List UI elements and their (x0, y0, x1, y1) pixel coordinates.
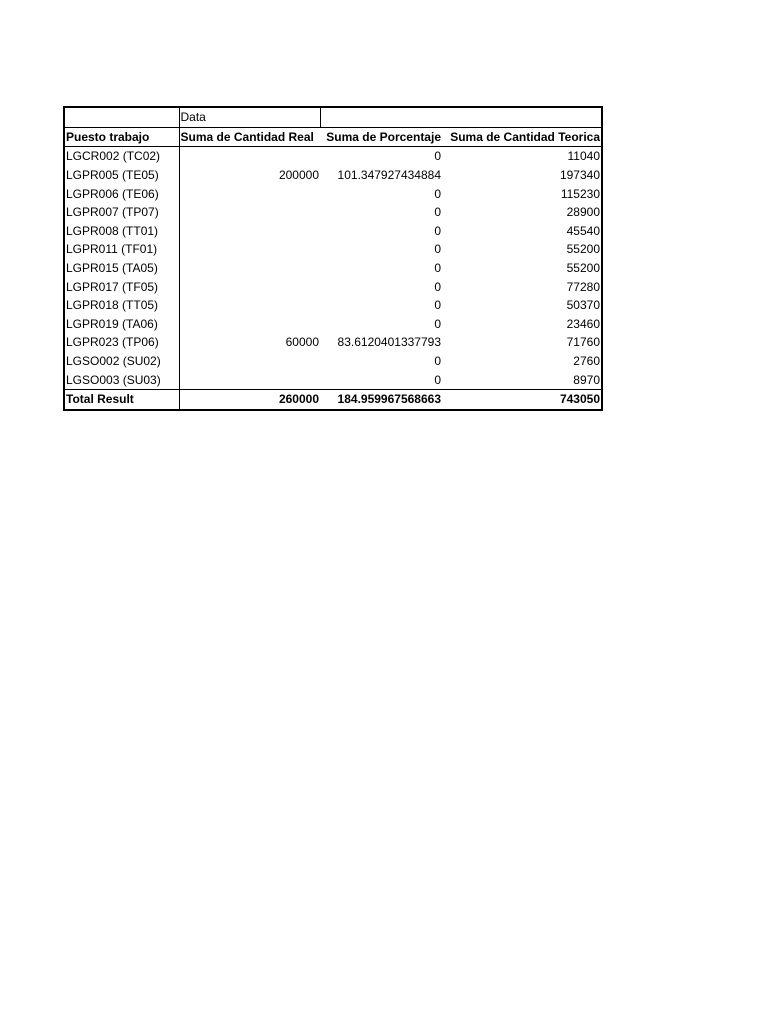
porcentaje-cell: 0 (434, 205, 441, 220)
column-header-cantidad-real: Suma de Cantidad Real (179, 127, 320, 147)
table-row (64, 222, 602, 241)
porcentaje-cell: 0 (434, 261, 441, 276)
cantidad-teorica-cell: 115230 (560, 186, 600, 201)
data-header-spacer (320, 107, 602, 127)
puesto-cell: LGPR005 (TE05) (64, 166, 179, 185)
cantidad-real-cell: 200000 (278, 168, 319, 183)
data-header-row (64, 107, 602, 127)
total-porcentaje: 184.959967568663 (320, 389, 442, 409)
puesto-cell: LGPR011 (TF01) (64, 240, 179, 259)
cantidad-real-cell (179, 277, 320, 296)
porcentaje-cell: 0 (434, 279, 441, 294)
puesto-cell: LGPR007 (TP07) (64, 203, 179, 222)
porcentaje-cell: 0 (434, 372, 441, 387)
cantidad-teorica-cell: 45540 (566, 223, 600, 238)
puesto-cell: LGPR018 (TT05) (64, 296, 179, 315)
table-row (64, 370, 602, 389)
puesto-cell: LGPR019 (TA06) (64, 315, 179, 334)
cantidad-teorica-cell: 55200 (566, 242, 600, 257)
table-row (64, 352, 602, 371)
cantidad-teorica-cell: 23460 (566, 316, 600, 331)
cantidad-real-cell (179, 259, 320, 278)
puesto-cell: LGPR017 (TF05) (64, 277, 179, 296)
porcentaje-cell: 0 (434, 149, 441, 164)
porcentaje-cell: 0 (434, 186, 441, 201)
table-row (64, 259, 602, 278)
puesto-cell: LGPR006 (TE06) (64, 184, 179, 203)
column-header-row (64, 127, 602, 147)
table-row (64, 240, 602, 259)
cantidad-real-cell (179, 370, 320, 389)
cantidad-teorica-cell: 50370 (566, 298, 600, 313)
puesto-cell: LGPR008 (TT01) (64, 222, 179, 241)
puesto-cell: LGPR015 (TA05) (64, 259, 179, 278)
cantidad-real-cell (179, 222, 320, 241)
total-label: Total Result (64, 389, 179, 409)
table-row (64, 147, 602, 166)
cantidad-real-cell (179, 240, 320, 259)
cantidad-teorica-cell: 28900 (566, 205, 600, 220)
total-cantidad-teorica: 743050 (442, 389, 602, 409)
row-field-header: Puesto trabajo (64, 127, 179, 147)
column-header-porcentaje: Suma de Porcentaje (320, 127, 442, 147)
data-field-label: Data (179, 107, 320, 127)
table-row (64, 166, 602, 185)
puesto-cell: LGSO003 (SU03) (64, 370, 179, 389)
puesto-cell: LGSO002 (SU02) (64, 352, 179, 371)
porcentaje-cell: 0 (434, 242, 441, 257)
cantidad-real-cell (179, 352, 320, 371)
corner-cell (64, 107, 179, 127)
table-row (64, 203, 602, 222)
cantidad-real-cell (179, 203, 320, 222)
column-header-cantidad-teorica: Suma de Cantidad Teorica (442, 127, 602, 147)
porcentaje-cell: 0 (434, 298, 441, 313)
cantidad-real-cell (179, 315, 320, 334)
cantidad-teorica-cell: 77280 (566, 279, 600, 294)
cantidad-teorica-cell: 71760 (566, 335, 600, 350)
cantidad-real-cell (179, 296, 320, 315)
porcentaje-cell: 83.6120401337793 (337, 335, 441, 350)
table-row (64, 315, 602, 334)
cantidad-real-cell: 60000 (285, 335, 319, 350)
cantidad-real-cell (179, 184, 320, 203)
cantidad-teorica-cell: 55200 (566, 261, 600, 276)
porcentaje-cell: 101.347927434884 (337, 168, 441, 183)
total-cantidad-real: 260000 (179, 389, 320, 409)
porcentaje-cell: 0 (434, 223, 441, 238)
pivot-table (63, 106, 603, 411)
porcentaje-cell: 0 (434, 316, 441, 331)
table-row (64, 296, 602, 315)
table-row (64, 184, 602, 203)
cantidad-teorica-cell: 2760 (573, 354, 600, 369)
total-row (64, 389, 602, 409)
cantidad-teorica-cell: 197340 (559, 168, 600, 183)
table-row (64, 333, 602, 352)
porcentaje-cell: 0 (434, 354, 441, 369)
table-row (64, 277, 602, 296)
puesto-cell: LGCR002 (TC02) (64, 147, 179, 166)
puesto-cell: LGPR023 (TP06) (64, 333, 179, 352)
cantidad-teorica-cell: 11040 (567, 149, 600, 164)
cantidad-teorica-cell: 8970 (573, 372, 600, 387)
cantidad-real-cell (179, 147, 320, 166)
